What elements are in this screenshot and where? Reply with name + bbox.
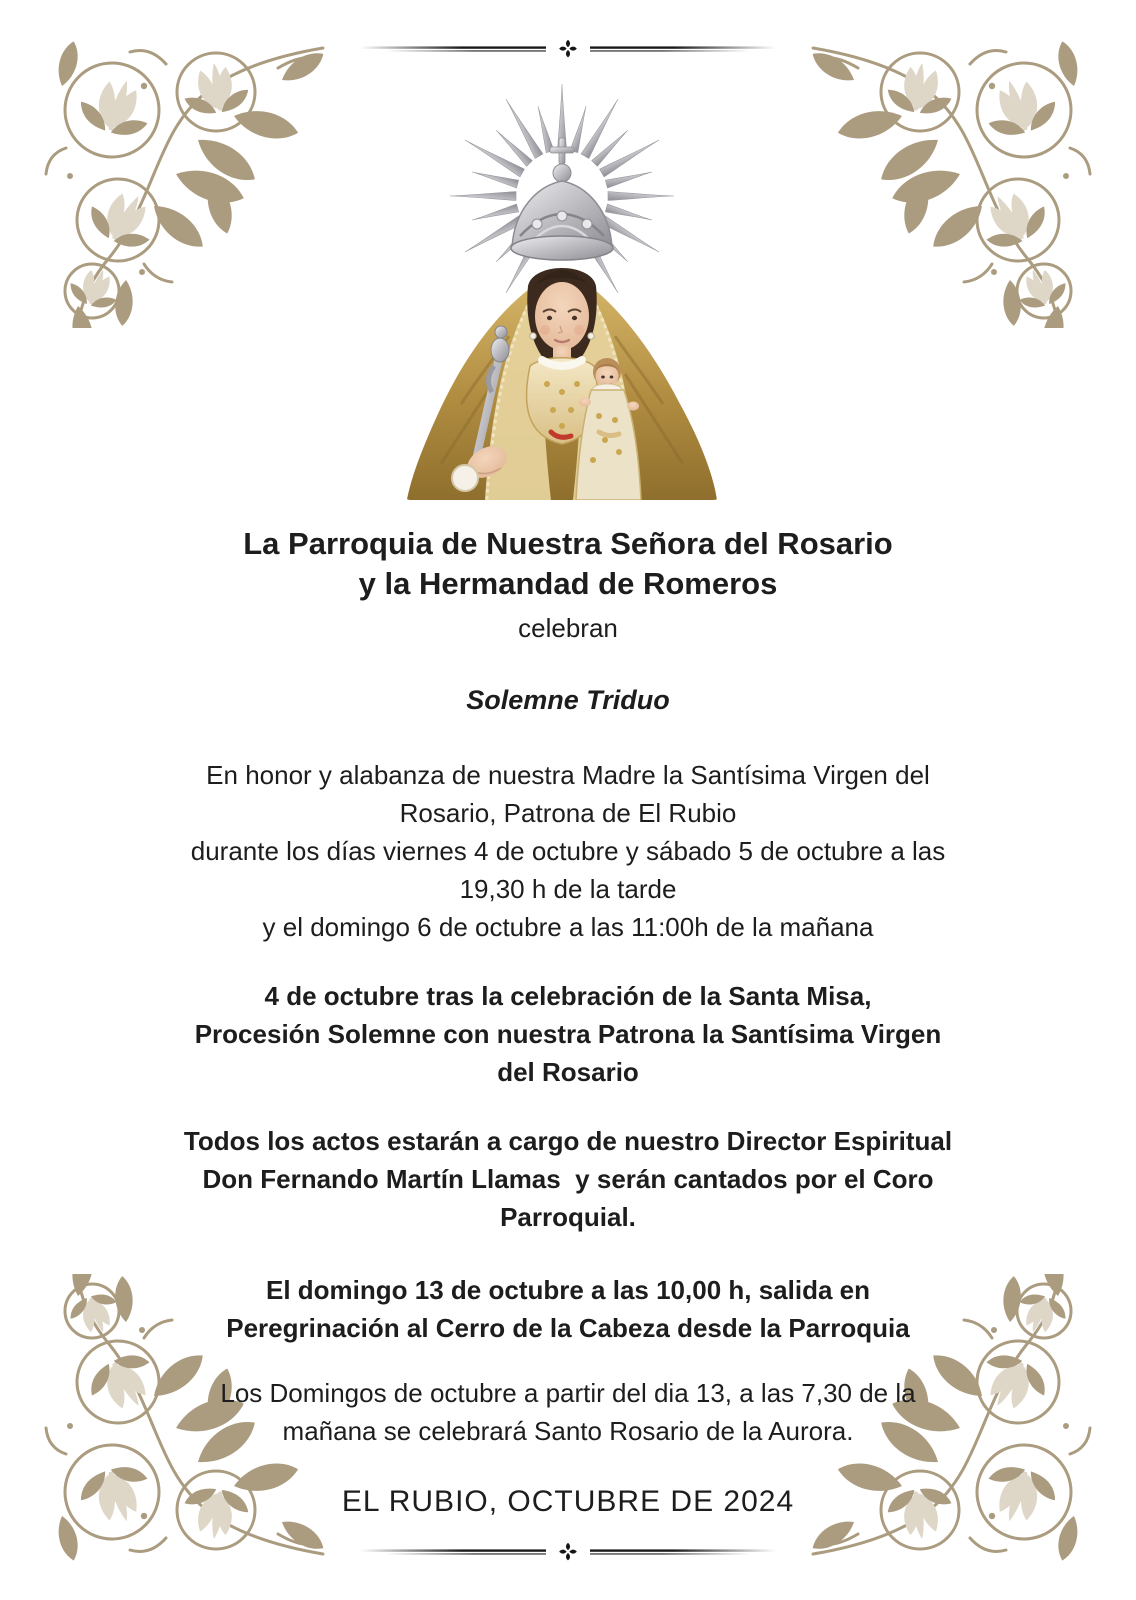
procession-line: Procesión Solemne con nuestra Patrona la Santísima Virgen xyxy=(194,1019,942,1049)
director-line: Parroquial. xyxy=(500,1202,636,1232)
subtitle-celebran: celebran xyxy=(518,613,618,643)
director-paragraph xyxy=(0,1122,1136,1236)
aurora-line: mañana se celebrará Santo Rosario de la Aurora. xyxy=(282,1416,854,1446)
title-line-2: y la Hermandad de Romeros xyxy=(358,566,778,601)
pilgrimage-line: Peregrinación al Cerro de la Cabeza desde la Parroquia xyxy=(226,1313,910,1343)
event-title-solemne-triduo: Solemne Triduo xyxy=(466,685,670,715)
face xyxy=(535,282,589,350)
intro-line: En honor y alabanza de nuestra Madre la Santísima Virgen del xyxy=(206,760,930,790)
earring-left xyxy=(530,333,536,339)
page-title xyxy=(0,524,1136,604)
title-line-1: La Parroquia de Nuestra Señora del Rosario xyxy=(243,526,893,561)
procession-line: del Rosario xyxy=(497,1057,639,1087)
floral-corner-ornament-top-left xyxy=(26,28,326,328)
footer-place-date: EL RUBIO, OCTUBRE DE 2024 xyxy=(341,1485,795,1518)
pilgrimage-paragraph xyxy=(0,1271,1136,1347)
intro-paragraph xyxy=(0,756,1136,946)
virgen-del-rosario-statue-photo xyxy=(401,74,723,500)
bottom-divider-cross-fleury-ornament xyxy=(358,1543,778,1561)
director-line: Todos los actos estarán a cargo de nuestro Director Espiritual xyxy=(183,1126,953,1156)
top-divider-cross-fleury-ornament xyxy=(358,40,778,58)
procession-line: 4 de octubre tras la celebración de la Santa Misa, xyxy=(264,981,872,1011)
intro-line: Rosario, Patrona de El Rubio xyxy=(399,798,737,828)
intro-line: y el domingo 6 de octubre a las 11:00h de la mañana xyxy=(262,912,874,942)
aurora-line: Los Domingos de octubre a partir del dia 13, a las 7,30 de la xyxy=(220,1378,916,1408)
rosario-aurora-paragraph xyxy=(0,1374,1136,1450)
procession-paragraph xyxy=(0,977,1136,1091)
lace-cuff xyxy=(452,465,478,491)
intro-line: 19,30 h de la tarde xyxy=(459,874,677,904)
pilgrimage-line: El domingo 13 de octubre a las 10,00 h, salida en xyxy=(266,1275,870,1305)
director-line: Don Fernando Martín Llamas y serán cantados por el Coro xyxy=(202,1164,934,1194)
intro-line: durante los días viernes 4 de octubre y sábado 5 de octubre a las xyxy=(190,836,946,866)
earring-right xyxy=(588,333,594,339)
floral-corner-ornament-top-right xyxy=(810,28,1110,328)
